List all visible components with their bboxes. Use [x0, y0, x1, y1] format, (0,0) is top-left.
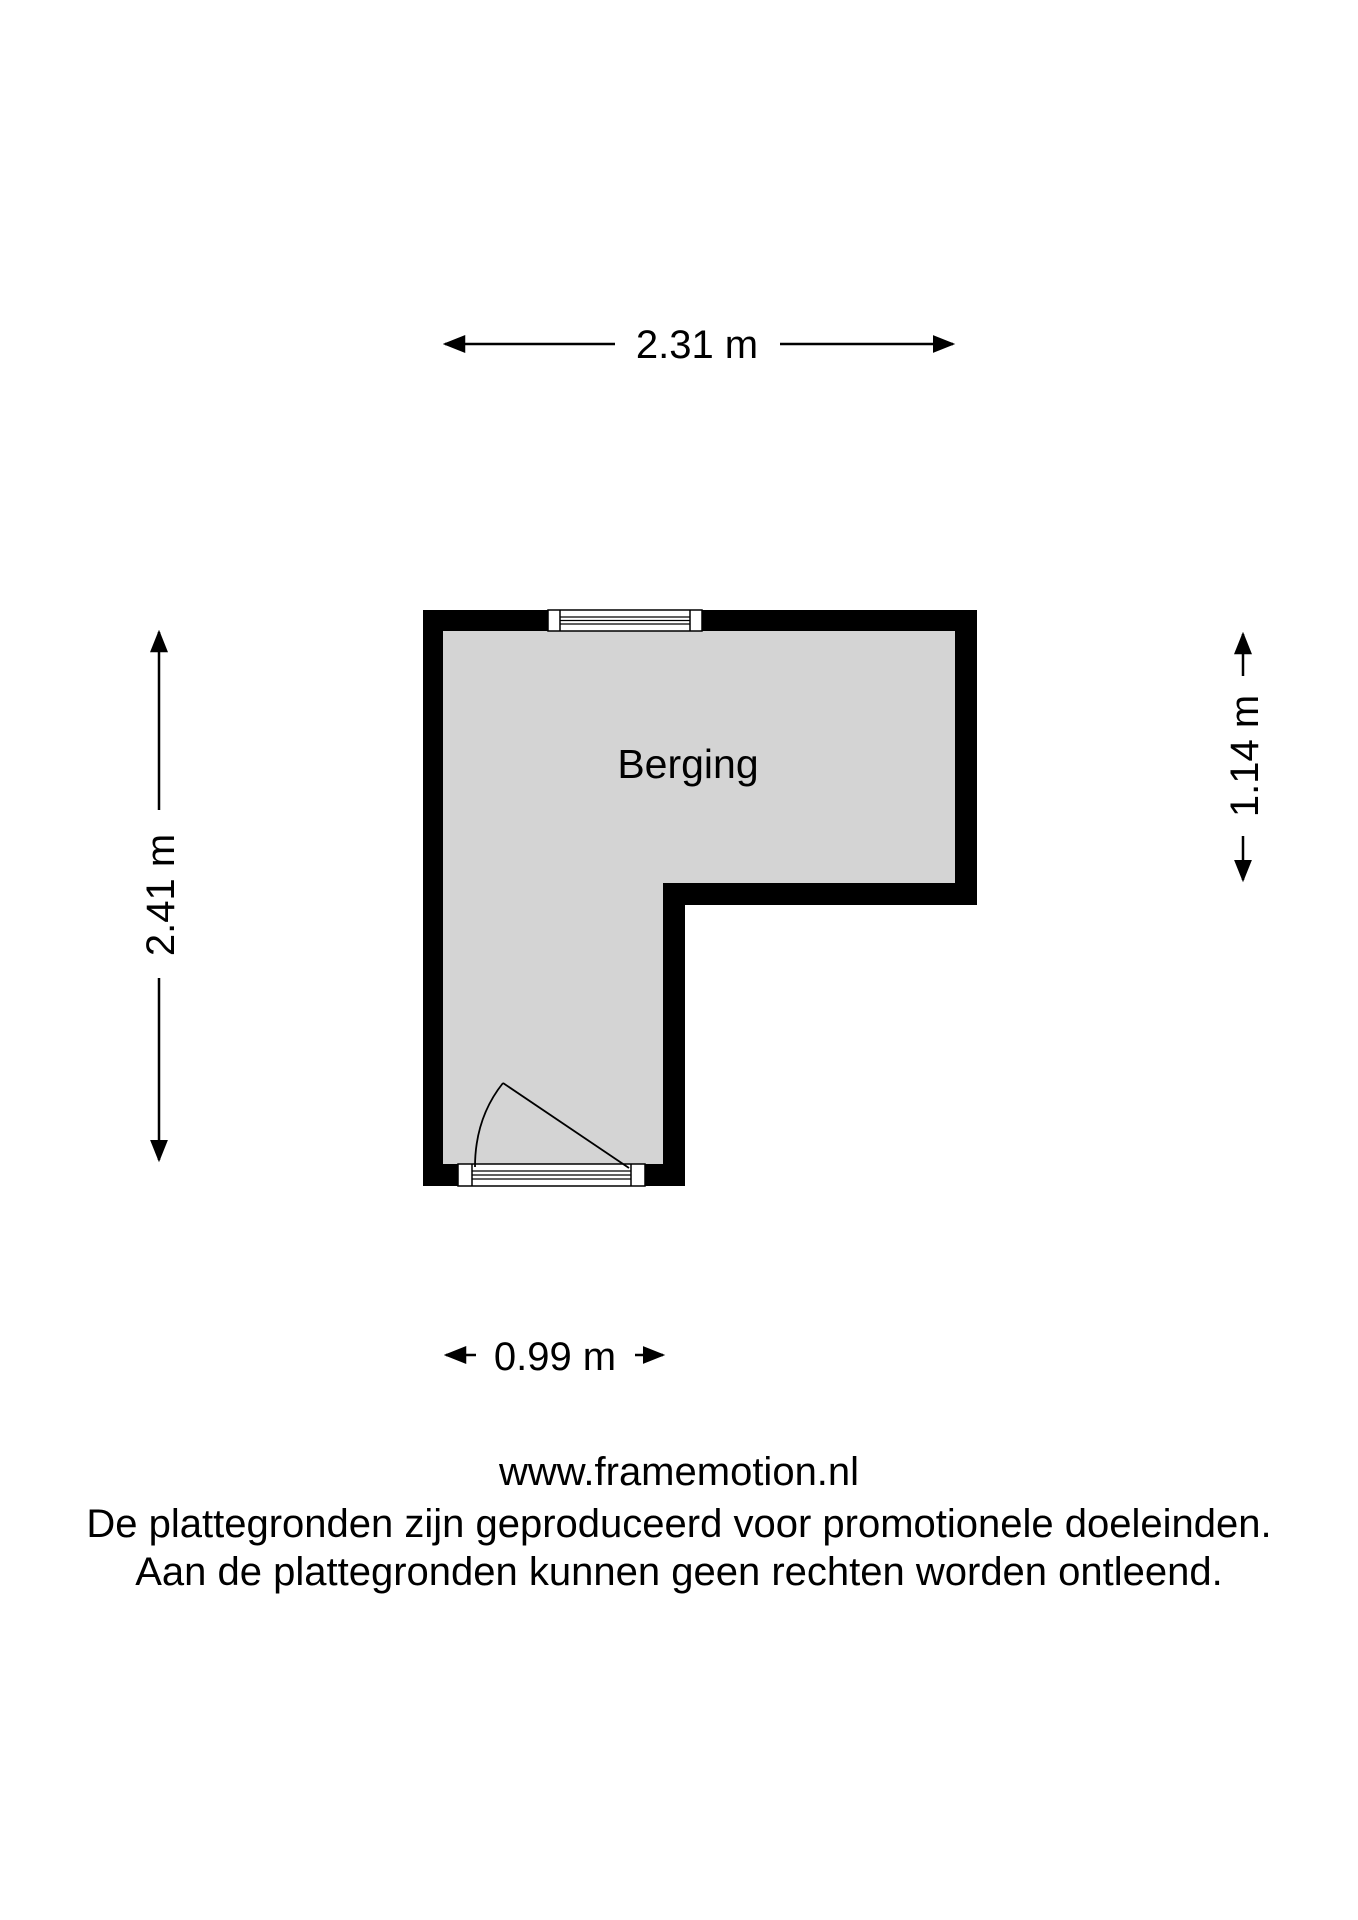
footer-website: www.framemotion.nl — [498, 1450, 860, 1494]
dimension-right-height — [1223, 634, 1267, 880]
dimension-bottom-width — [446, 1335, 663, 1379]
dimension-label-top-width: 2.31 m — [635, 323, 759, 367]
dimension-top-width — [445, 323, 953, 367]
window-top — [548, 610, 702, 631]
dimension-label-bottom-width: 0.99 m — [493, 1335, 617, 1379]
dimension-left-height — [139, 632, 183, 1160]
footer-disclaimer-line2: Aan de plattegronden kunnen geen rechten worden ontleend. — [135, 1550, 1223, 1594]
dimension-label-left-height: 2.41 m — [139, 833, 183, 957]
room-label: Berging — [617, 741, 759, 787]
dimension-label-right-height: 1.14 m — [1223, 694, 1267, 818]
footer-disclaimer-line1: De plattegronden zijn geproduceerd voor promotionele doeleinden. — [86, 1502, 1272, 1546]
